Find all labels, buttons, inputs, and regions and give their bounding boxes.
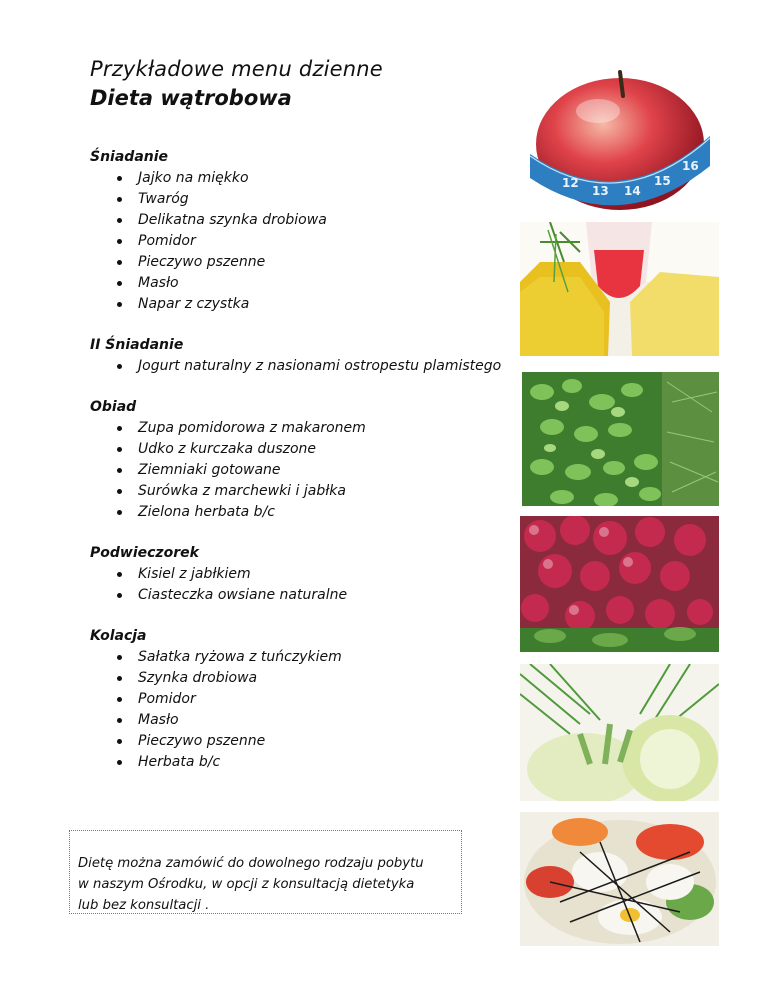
- list-item: Sałatka ryżowa z tuńczykiem: [90, 647, 342, 668]
- note-line: w naszym Ośrodku, w opcji z konsultacją dietetyka: [78, 877, 415, 892]
- list-item: Surówka z marchewki i jabłka: [90, 481, 366, 502]
- fennel-image: [520, 664, 719, 801]
- list-item: Masło: [90, 273, 327, 294]
- tape-number: 15: [654, 174, 671, 188]
- title-line-1: Przykładowe menu dzienne: [90, 57, 383, 81]
- salad-plate-image: [520, 812, 719, 946]
- list-item: Pomidor: [90, 231, 327, 252]
- section-dinner: [90, 626, 342, 773]
- section-afternoon-snack: [90, 543, 347, 606]
- list-item: Delikatna szynka drobiowa: [90, 210, 327, 231]
- menu-list: [90, 356, 501, 377]
- menu-list: [90, 168, 327, 315]
- tape-number: 16: [682, 159, 699, 173]
- tape-number: 14: [624, 184, 641, 198]
- section-heading: Podwieczorek: [90, 545, 199, 561]
- list-item: Szynka drobiowa: [90, 668, 342, 689]
- section-lunch: [90, 397, 366, 523]
- apple-measuring-tape-image: [528, 66, 713, 212]
- list-item: Napar z czystka: [90, 294, 327, 315]
- oil-bottles-image: [520, 222, 719, 356]
- tape-number: 13: [592, 184, 609, 198]
- menu-list: [90, 418, 366, 523]
- list-item: Herbata b/c: [90, 752, 342, 773]
- title-line-2: Dieta wątrobowa: [90, 86, 292, 110]
- list-item: Pieczywo pszenne: [90, 252, 327, 273]
- list-item: Pomidor: [90, 689, 342, 710]
- section-heading: Kolacja: [90, 628, 147, 644]
- list-item: Zupa pomidorowa z makaronem: [90, 418, 366, 439]
- menu-list: [90, 647, 342, 773]
- section-heading: Obiad: [90, 399, 137, 415]
- list-item: Masło: [90, 710, 342, 731]
- section-second-breakfast: [90, 335, 501, 377]
- list-item: Pieczywo pszenne: [90, 731, 342, 752]
- note-line: lub bez konsultacji .: [78, 898, 210, 913]
- list-item: Kisiel z jabłkiem: [90, 564, 347, 585]
- note-line: Dietę można zamówić do dowolnego rodzaju pobytu: [78, 856, 424, 871]
- radishes-image: [520, 516, 719, 652]
- fresh-herbs-image: [522, 372, 719, 506]
- list-item: Twaróg: [90, 189, 327, 210]
- menu-list: [90, 564, 347, 606]
- section-breakfast: [90, 147, 327, 315]
- section-heading: Śniadanie: [90, 149, 169, 165]
- list-item: Udko z kurczaka duszone: [90, 439, 366, 460]
- list-item: Jajko na miękko: [90, 168, 327, 189]
- list-item: Zielona herbata b/c: [90, 502, 366, 523]
- list-item: Ziemniaki gotowane: [90, 460, 366, 481]
- list-item: Ciasteczka owsiane naturalne: [90, 585, 347, 606]
- section-heading: II Śniadanie: [90, 337, 184, 353]
- list-item: Jogurt naturalny z nasionami ostropestu plamistego: [90, 356, 501, 377]
- tape-number: 12: [562, 176, 579, 190]
- order-note: [69, 830, 462, 914]
